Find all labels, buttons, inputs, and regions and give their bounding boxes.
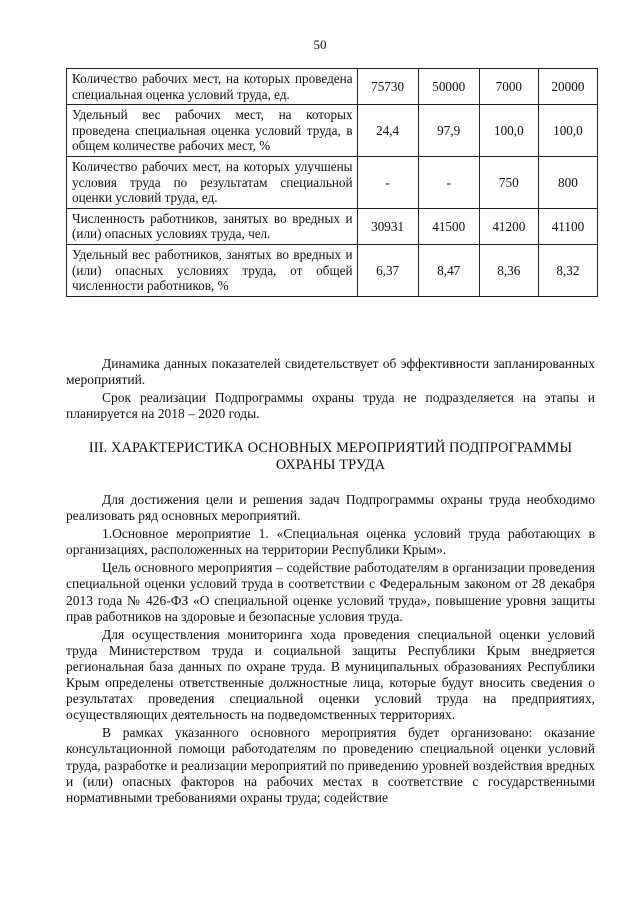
table-cell: 8,36 [479,244,538,296]
table-cell: 8,32 [538,244,597,296]
table-row [67,69,598,105]
table-cell: 100,0 [538,105,597,157]
paragraph: Срок реализации Подпрограммы охраны труда не подразделяется на этапы и планируется на 2018 – 2020 годы. [66,390,595,422]
paragraph: В рамках указанного основного мероприятия будет организовано: оказание консультационной помощи работодателям по проведению специальной оценки условий труда, разработке и реализации мероприятий по приведению уровней воздействия вредных и (или) опасных факторов на рабочих местах в соответствие с государственными нормативными требованиями охраны труда; содействие [66,725,595,805]
row-label: Удельный вес рабочих мест, на которых проведена специальная оценка условий труда, в общем количестве рабочих мест, % [67,105,358,157]
table-cell: - [418,156,479,208]
table-cell: 750 [479,156,538,208]
row-label: Количество рабочих мест, на которых улучшены условия труда по результатам специальной оценки условий труда, ед. [67,156,358,208]
table-cell: 41200 [479,208,538,244]
paragraph: Динамика данных показателей свидетельствует об эффективности запланированных мероприятий. [66,356,595,388]
indicators-table [66,68,598,297]
table-cell: - [357,156,418,208]
page-number: 50 [313,37,327,52]
table-row [67,244,598,296]
table-cell: 50000 [418,69,479,105]
table-cell: 8,47 [418,244,479,296]
section-heading: III. ХАРАКТЕРИСТИКА ОСНОВНЫХ МЕРОПРИЯТИЙ ПОДПРОГРАММЫ ОХРАНЫ ТРУДА [88,440,573,473]
paragraph: Цель основного мероприятия – содействие работодателям в организации проведения специальной оценки условий труда в соответствии с Федеральным законом от 28 декабря 2013 года № 426-ФЗ «О специальной оценке условий труда», повышение уровня защиты прав работников на здоровые и безопасные условия труда. [66,560,595,624]
row-label: Численность работников, занятых во вредных и (или) опасных условиях труда, чел. [67,208,358,244]
paragraphs-before-heading [66,356,595,422]
table-cell: 24,4 [357,105,418,157]
table-row [67,105,598,157]
table-cell: 30931 [357,208,418,244]
table-cell: 20000 [538,69,597,105]
table-row [67,156,598,208]
table-row [67,208,598,244]
paragraph: 1.Основное мероприятие 1. «Специальная оценка условий труда работающих в организациях, расположенных на территории Республики Крым». [66,526,595,558]
table-cell: 100,0 [479,105,538,157]
paragraph: Для достижения цели и решения задач Подпрограммы охраны труда необходимо реализовать ряд основных мероприятий. [66,492,595,524]
table-cell: 7000 [479,69,538,105]
paragraph: Для осуществления мониторинга хода проведения специальной оценки условий труда Министерством труда и социальной защиты Республики Крым внедряется региональная база данных по охране труда. В муниципальных образованиях Республики Крым определены ответственные должностные лица, которые будут вносить сведения о результатах проведения специальной оценки условий труда на предприятиях, осуществляющих деятельность на подведомственных территориях. [66,626,595,723]
table-cell: 800 [538,156,597,208]
row-label: Удельный вес работников, занятых во вредных и (или) опасных условиях труда, от общей численности работников, % [67,244,358,296]
paragraphs-after-heading [66,492,595,806]
table-cell: 75730 [357,69,418,105]
table-cell: 41500 [418,208,479,244]
table-cell: 97,9 [418,105,479,157]
table-cell: 6,37 [357,244,418,296]
table-cell: 41100 [538,208,597,244]
row-label: Количество рабочих мест, на которых проведена специальная оценка условий труда, ед. [67,69,358,105]
